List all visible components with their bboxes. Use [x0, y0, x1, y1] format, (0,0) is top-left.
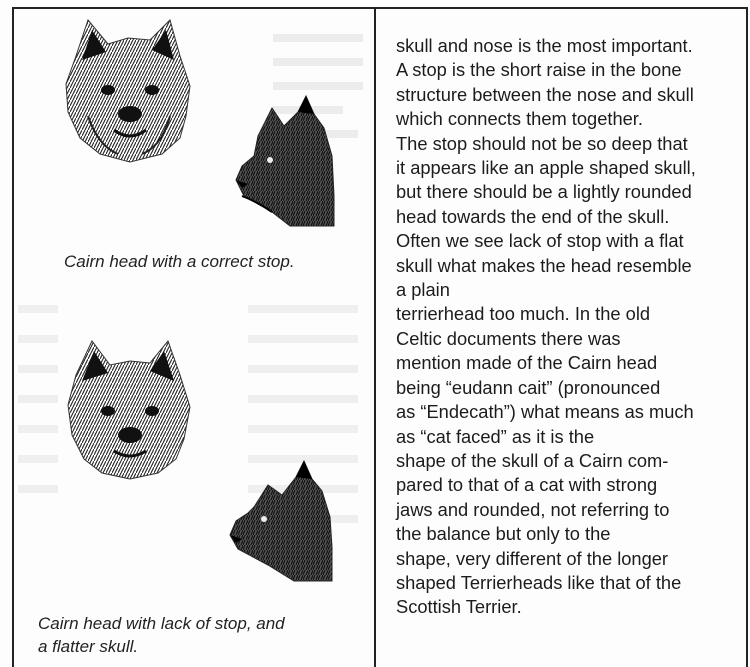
- profile-head: [236, 96, 334, 226]
- figure-2-caption-line-2: a flatter skull.: [38, 637, 139, 656]
- body-text-line: it appears like an apple shaped skull,: [396, 157, 696, 179]
- cairn-head-correct-stop-figure: [58, 16, 338, 228]
- front-head: [66, 20, 190, 162]
- body-text-line: mention made of the Cairn head: [396, 352, 658, 374]
- body-text-line: as “cat faced” as it is the: [396, 425, 595, 447]
- cairn-head-lack-of-stop-illustration: [58, 335, 338, 583]
- body-text-line: the balance but only to the: [396, 523, 611, 545]
- body-text-line: pared to that of a cat with strong: [396, 474, 658, 496]
- front-head-flat: [68, 341, 190, 479]
- body-text-line: which connects them together.: [396, 108, 643, 130]
- body-text-line: Celtic documents there was: [396, 327, 621, 349]
- column-divider: [374, 7, 376, 667]
- body-text-line: shape of the skull of a Cairn com-: [396, 449, 669, 471]
- cairn-head-lack-of-stop-figure: [58, 335, 338, 583]
- body-text-line: head towards the end of the skull.: [396, 205, 670, 227]
- body-text-line: skull what makes the head resemble: [396, 254, 692, 276]
- figure-2-caption-line-1: Cairn head with lack of stop, and: [38, 614, 285, 633]
- body-text-line: but there should be a lightly rounded: [396, 181, 692, 203]
- body-text-line: jaws and rounded, not referring to: [396, 498, 670, 520]
- body-text-line: being “eudann cait” (pronounced: [396, 376, 661, 398]
- body-text-line: skull and nose is the most important.: [396, 35, 693, 56]
- body-text-line: terrierhead too much. In the old: [396, 303, 651, 325]
- body-text-line: Scottish Terrier.: [396, 596, 522, 618]
- body-text-line: structure between the nose and skull: [396, 83, 694, 105]
- body-text-line: shaped Terrierheads like that of the: [396, 571, 682, 593]
- body-text-line: a plain: [396, 279, 450, 301]
- cairn-head-correct-stop-illustration: [58, 16, 338, 228]
- body-text-line: The stop should not be so deep that: [396, 132, 688, 154]
- body-text-line: A stop is the short raise in the bone: [396, 59, 682, 81]
- figure-1-caption: Cairn head with a correct stop.: [64, 252, 295, 271]
- body-text: [396, 34, 744, 620]
- body-text-line: shape, very different of the longer: [396, 547, 669, 569]
- body-text-line: Often we see lack of stop with a flat: [396, 230, 684, 252]
- body-text-line: as “Endecath”) what means as much: [396, 401, 694, 423]
- profile-head-flat: [230, 461, 332, 581]
